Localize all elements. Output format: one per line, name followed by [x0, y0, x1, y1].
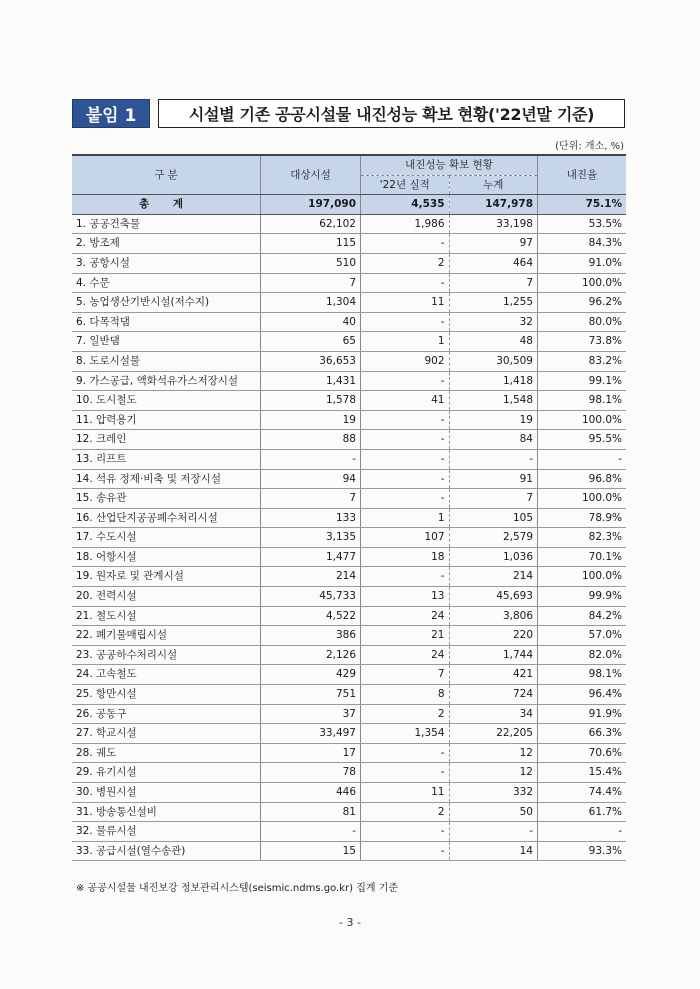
row-target: 36,653 — [261, 351, 361, 371]
row-cumulative: 91 — [449, 469, 538, 489]
page-title: 시설별 기존 공공시설물 내진성능 확보 현황('22년말 기준) — [158, 99, 625, 128]
table-row — [72, 704, 626, 724]
row-2022: - — [361, 410, 450, 430]
header-cumulative: 누계 — [449, 175, 538, 195]
row-name: 12. 크레인 — [72, 430, 261, 450]
row-2022: 41 — [361, 391, 450, 411]
table-row — [72, 469, 626, 489]
row-cumulative: 34 — [449, 704, 538, 724]
row-target: 214 — [261, 567, 361, 587]
row-2022: - — [361, 312, 450, 332]
row-rate: 96.2% — [538, 293, 627, 313]
row-cumulative: - — [449, 449, 538, 469]
row-rate: 100.0% — [538, 567, 627, 587]
header-2022-result: '22년 실적 — [361, 175, 450, 195]
total-2022: 4,535 — [361, 195, 450, 215]
seismic-status-table — [72, 154, 626, 861]
row-rate: 74.4% — [538, 783, 627, 803]
row-target: 17 — [261, 743, 361, 763]
row-target: 45,733 — [261, 587, 361, 607]
table-row — [72, 332, 626, 352]
row-name: 16. 산업단지공공폐수처리시설 — [72, 508, 261, 528]
row-target: 3,135 — [261, 528, 361, 548]
row-target: - — [261, 449, 361, 469]
row-2022: - — [361, 449, 450, 469]
row-cumulative: 33,198 — [449, 214, 538, 234]
row-target: 65 — [261, 332, 361, 352]
row-2022: - — [361, 822, 450, 842]
total-row — [72, 195, 626, 215]
table-row — [72, 273, 626, 293]
table-row — [72, 371, 626, 391]
row-name: 33. 공급시설(열수송관) — [72, 841, 261, 861]
row-2022: 7 — [361, 665, 450, 685]
row-name: 20. 전력시설 — [72, 587, 261, 607]
row-rate: 61.7% — [538, 802, 627, 822]
row-2022: 1 — [361, 508, 450, 528]
table-row — [72, 743, 626, 763]
table-row — [72, 293, 626, 313]
row-target: 37 — [261, 704, 361, 724]
row-cumulative: 3,806 — [449, 606, 538, 626]
row-cumulative: 1,418 — [449, 371, 538, 391]
row-name: 21. 철도시설 — [72, 606, 261, 626]
row-cumulative: 14 — [449, 841, 538, 861]
row-rate: 70.1% — [538, 547, 627, 567]
row-name: 30. 병원시설 — [72, 783, 261, 803]
row-2022: 24 — [361, 645, 450, 665]
row-target: 2,126 — [261, 645, 361, 665]
header-category: 구 분 — [72, 155, 261, 195]
row-cumulative: 1,255 — [449, 293, 538, 313]
row-2022: 1 — [361, 332, 450, 352]
table-row — [72, 763, 626, 783]
table-row — [72, 685, 626, 705]
row-name: 9. 가스공급, 액화석유가스저장시설 — [72, 371, 261, 391]
row-target: 429 — [261, 665, 361, 685]
row-2022: - — [361, 273, 450, 293]
row-target: 94 — [261, 469, 361, 489]
row-cumulative: 332 — [449, 783, 538, 803]
row-cumulative: 84 — [449, 430, 538, 450]
table-row — [72, 547, 626, 567]
row-cumulative: 421 — [449, 665, 538, 685]
row-cumulative: 45,693 — [449, 587, 538, 607]
row-name: 13. 리프트 — [72, 449, 261, 469]
row-cumulative: 724 — [449, 685, 538, 705]
row-rate: - — [538, 449, 627, 469]
row-target: 78 — [261, 763, 361, 783]
total-rate: 75.1% — [538, 195, 627, 215]
table-row — [72, 214, 626, 234]
total-target: 197,090 — [261, 195, 361, 215]
row-rate: 84.3% — [538, 234, 627, 254]
row-2022: 107 — [361, 528, 450, 548]
row-2022: 24 — [361, 606, 450, 626]
table-row — [72, 449, 626, 469]
row-name: 19. 원자로 및 관계시설 — [72, 567, 261, 587]
row-target: 88 — [261, 430, 361, 450]
row-cumulative: 22,205 — [449, 724, 538, 744]
total-label: 총 계 — [72, 195, 261, 215]
page-number: - 3 - — [339, 916, 361, 929]
table-row — [72, 410, 626, 430]
row-rate: 100.0% — [538, 273, 627, 293]
row-name: 22. 폐기물매립시설 — [72, 626, 261, 646]
row-cumulative: 1,744 — [449, 645, 538, 665]
row-name: 8. 도로시설물 — [72, 351, 261, 371]
unit-note: (단위: 개소, %) — [555, 141, 624, 152]
row-rate: 91.0% — [538, 253, 627, 273]
row-name: 6. 다목적댐 — [72, 312, 261, 332]
row-target: 19 — [261, 410, 361, 430]
row-cumulative: 32 — [449, 312, 538, 332]
row-rate: 93.3% — [538, 841, 627, 861]
table-row — [72, 822, 626, 842]
row-2022: 11 — [361, 783, 450, 803]
row-name: 25. 항만시설 — [72, 685, 261, 705]
row-rate: 70.6% — [538, 743, 627, 763]
row-2022: - — [361, 430, 450, 450]
row-target: - — [261, 822, 361, 842]
table-row — [72, 665, 626, 685]
row-rate: 96.8% — [538, 469, 627, 489]
row-rate: 98.1% — [538, 665, 627, 685]
row-target: 81 — [261, 802, 361, 822]
row-target: 446 — [261, 783, 361, 803]
row-cumulative: 1,548 — [449, 391, 538, 411]
total-cumulative: 147,978 — [449, 195, 538, 215]
row-2022: 902 — [361, 351, 450, 371]
row-cumulative: 7 — [449, 489, 538, 509]
header-rate: 내진율 — [538, 155, 627, 195]
row-name: 24. 고속철도 — [72, 665, 261, 685]
row-cumulative: 12 — [449, 763, 538, 783]
row-2022: 1,354 — [361, 724, 450, 744]
row-2022: - — [361, 469, 450, 489]
row-rate: 84.2% — [538, 606, 627, 626]
table-row — [72, 783, 626, 803]
table-row — [72, 567, 626, 587]
header-status-group: 내진성능 확보 현황 — [361, 155, 538, 175]
row-target: 4,522 — [261, 606, 361, 626]
table-row — [72, 489, 626, 509]
row-target: 1,304 — [261, 293, 361, 313]
row-2022: - — [361, 743, 450, 763]
row-rate: 83.2% — [538, 351, 627, 371]
table-row — [72, 841, 626, 861]
row-2022: 18 — [361, 547, 450, 567]
row-target: 40 — [261, 312, 361, 332]
row-target: 1,431 — [261, 371, 361, 391]
row-name: 11. 압력용기 — [72, 410, 261, 430]
row-rate: 95.5% — [538, 430, 627, 450]
table-row — [72, 528, 626, 548]
attachment-badge: 붙임 1 — [72, 99, 150, 128]
row-name: 15. 송유관 — [72, 489, 261, 509]
row-cumulative: - — [449, 822, 538, 842]
row-2022: - — [361, 371, 450, 391]
header-target: 대상시설 — [261, 155, 361, 195]
row-target: 751 — [261, 685, 361, 705]
row-cumulative: 48 — [449, 332, 538, 352]
row-target: 510 — [261, 253, 361, 273]
row-2022: - — [361, 234, 450, 254]
row-target: 7 — [261, 489, 361, 509]
table-row — [72, 312, 626, 332]
row-name: 5. 농업생산기반시설(저수지) — [72, 293, 261, 313]
table-row — [72, 253, 626, 273]
row-rate: 100.0% — [538, 489, 627, 509]
row-rate: 91.9% — [538, 704, 627, 724]
row-target: 7 — [261, 273, 361, 293]
row-cumulative: 50 — [449, 802, 538, 822]
row-name: 4. 수문 — [72, 273, 261, 293]
row-name: 3. 공항시설 — [72, 253, 261, 273]
row-rate: - — [538, 822, 627, 842]
row-rate: 82.0% — [538, 645, 627, 665]
row-name: 23. 공공하수처리시설 — [72, 645, 261, 665]
row-rate: 96.4% — [538, 685, 627, 705]
row-cumulative: 1,036 — [449, 547, 538, 567]
table-row — [72, 626, 626, 646]
row-cumulative: 19 — [449, 410, 538, 430]
row-target: 386 — [261, 626, 361, 646]
row-target: 115 — [261, 234, 361, 254]
row-cumulative: 12 — [449, 743, 538, 763]
table-row — [72, 802, 626, 822]
table-row — [72, 391, 626, 411]
row-target: 133 — [261, 508, 361, 528]
table-row — [72, 430, 626, 450]
table-row — [72, 606, 626, 626]
row-2022: 8 — [361, 685, 450, 705]
row-2022: 2 — [361, 802, 450, 822]
row-cumulative: 7 — [449, 273, 538, 293]
row-cumulative: 464 — [449, 253, 538, 273]
row-rate: 100.0% — [538, 410, 627, 430]
row-name: 28. 궤도 — [72, 743, 261, 763]
table-row — [72, 724, 626, 744]
row-name: 18. 어항시설 — [72, 547, 261, 567]
row-rate: 15.4% — [538, 763, 627, 783]
row-target: 1,477 — [261, 547, 361, 567]
row-rate: 78.9% — [538, 508, 627, 528]
footnote: ※ 공공시설물 내진보강 정보관리시스템(seismic.ndms.go.kr) 집계 기준 — [76, 883, 399, 894]
row-cumulative: 220 — [449, 626, 538, 646]
row-2022: - — [361, 763, 450, 783]
table-row — [72, 587, 626, 607]
row-2022: - — [361, 489, 450, 509]
row-2022: 13 — [361, 587, 450, 607]
table-row — [72, 508, 626, 528]
row-name: 2. 방조제 — [72, 234, 261, 254]
row-name: 32. 물류시설 — [72, 822, 261, 842]
table-row — [72, 234, 626, 254]
row-rate: 82.3% — [538, 528, 627, 548]
row-target: 15 — [261, 841, 361, 861]
row-name: 27. 학교시설 — [72, 724, 261, 744]
row-cumulative: 105 — [449, 508, 538, 528]
row-target: 33,497 — [261, 724, 361, 744]
row-name: 14. 석유 정제·비축 및 저장시설 — [72, 469, 261, 489]
row-name: 29. 유기시설 — [72, 763, 261, 783]
row-name: 31. 방송통신설비 — [72, 802, 261, 822]
row-name: 17. 수도시설 — [72, 528, 261, 548]
row-2022: 2 — [361, 253, 450, 273]
row-cumulative: 97 — [449, 234, 538, 254]
row-2022: 1,986 — [361, 214, 450, 234]
row-rate: 57.0% — [538, 626, 627, 646]
row-target: 62,102 — [261, 214, 361, 234]
row-rate: 53.5% — [538, 214, 627, 234]
row-name: 1. 공공건축물 — [72, 214, 261, 234]
row-rate: 80.0% — [538, 312, 627, 332]
row-2022: 11 — [361, 293, 450, 313]
row-cumulative: 2,579 — [449, 528, 538, 548]
row-rate: 99.9% — [538, 587, 627, 607]
title-bar — [72, 99, 625, 128]
row-name: 7. 일반댐 — [72, 332, 261, 352]
row-cumulative: 30,509 — [449, 351, 538, 371]
row-rate: 99.1% — [538, 371, 627, 391]
row-cumulative: 214 — [449, 567, 538, 587]
row-name: 26. 공동구 — [72, 704, 261, 724]
row-2022: 21 — [361, 626, 450, 646]
row-2022: 2 — [361, 704, 450, 724]
table-row — [72, 351, 626, 371]
row-2022: - — [361, 841, 450, 861]
row-name: 10. 도시철도 — [72, 391, 261, 411]
row-2022: - — [361, 567, 450, 587]
row-target: 1,578 — [261, 391, 361, 411]
row-rate: 73.8% — [538, 332, 627, 352]
table-row — [72, 645, 626, 665]
row-rate: 66.3% — [538, 724, 627, 744]
row-rate: 98.1% — [538, 391, 627, 411]
